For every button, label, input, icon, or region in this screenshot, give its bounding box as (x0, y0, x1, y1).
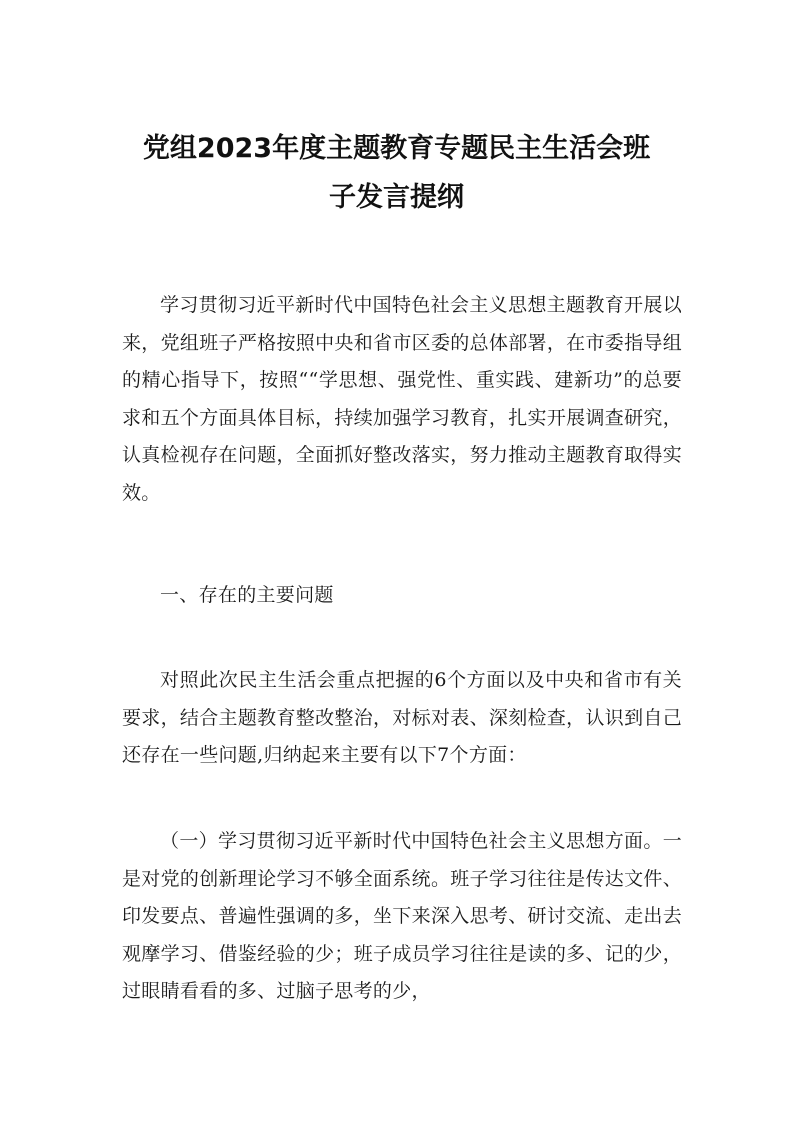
issues-summary-paragraph: 对照此次民主生活会重点把握的6个方面以及中央和省市有关要求，结合主题教育整改整治，对标对表、深刻检查，认识到自己还存在一些问题,归纳起来主要有以下7个方面： (122, 669, 682, 767)
issue-one-paragraph: （一）学习贯彻习近平新时代中国特色社会主义思想方面。一是对党的创新理论学习不够全面系统。班子学习往往是传达文件、印发要点、普遍性强调的多，坐下来深入思考、研讨交流、走出去观摩学习、借鉴经验的少；班子成员学习往往是读的多、记的少，过眼睛看看的多、过脑子思考的少， (122, 830, 682, 1003)
section-heading: 一、存在的主要问题 (160, 584, 334, 606)
title-line-1: 党组2023年度主题教育专题民主生活会班 (142, 133, 651, 164)
document-title (100, 124, 693, 222)
intro-paragraph: 学习贯彻习近平新时代中国特色社会主义思想主题教育开展以来，党组班子严格按照中央和省市区委的总体部署，在市委指导组的精心指导下，按照““学思想、强党性、重实践、建新功”的总要求和五个方面具体目标，持续加强学习教育，扎实开展调查研究，认真检视存在问题，全面抓好整改落实，努力推动主题教育取得实效。 (122, 294, 682, 504)
title-line-2: 子发言提纲 (329, 182, 464, 213)
